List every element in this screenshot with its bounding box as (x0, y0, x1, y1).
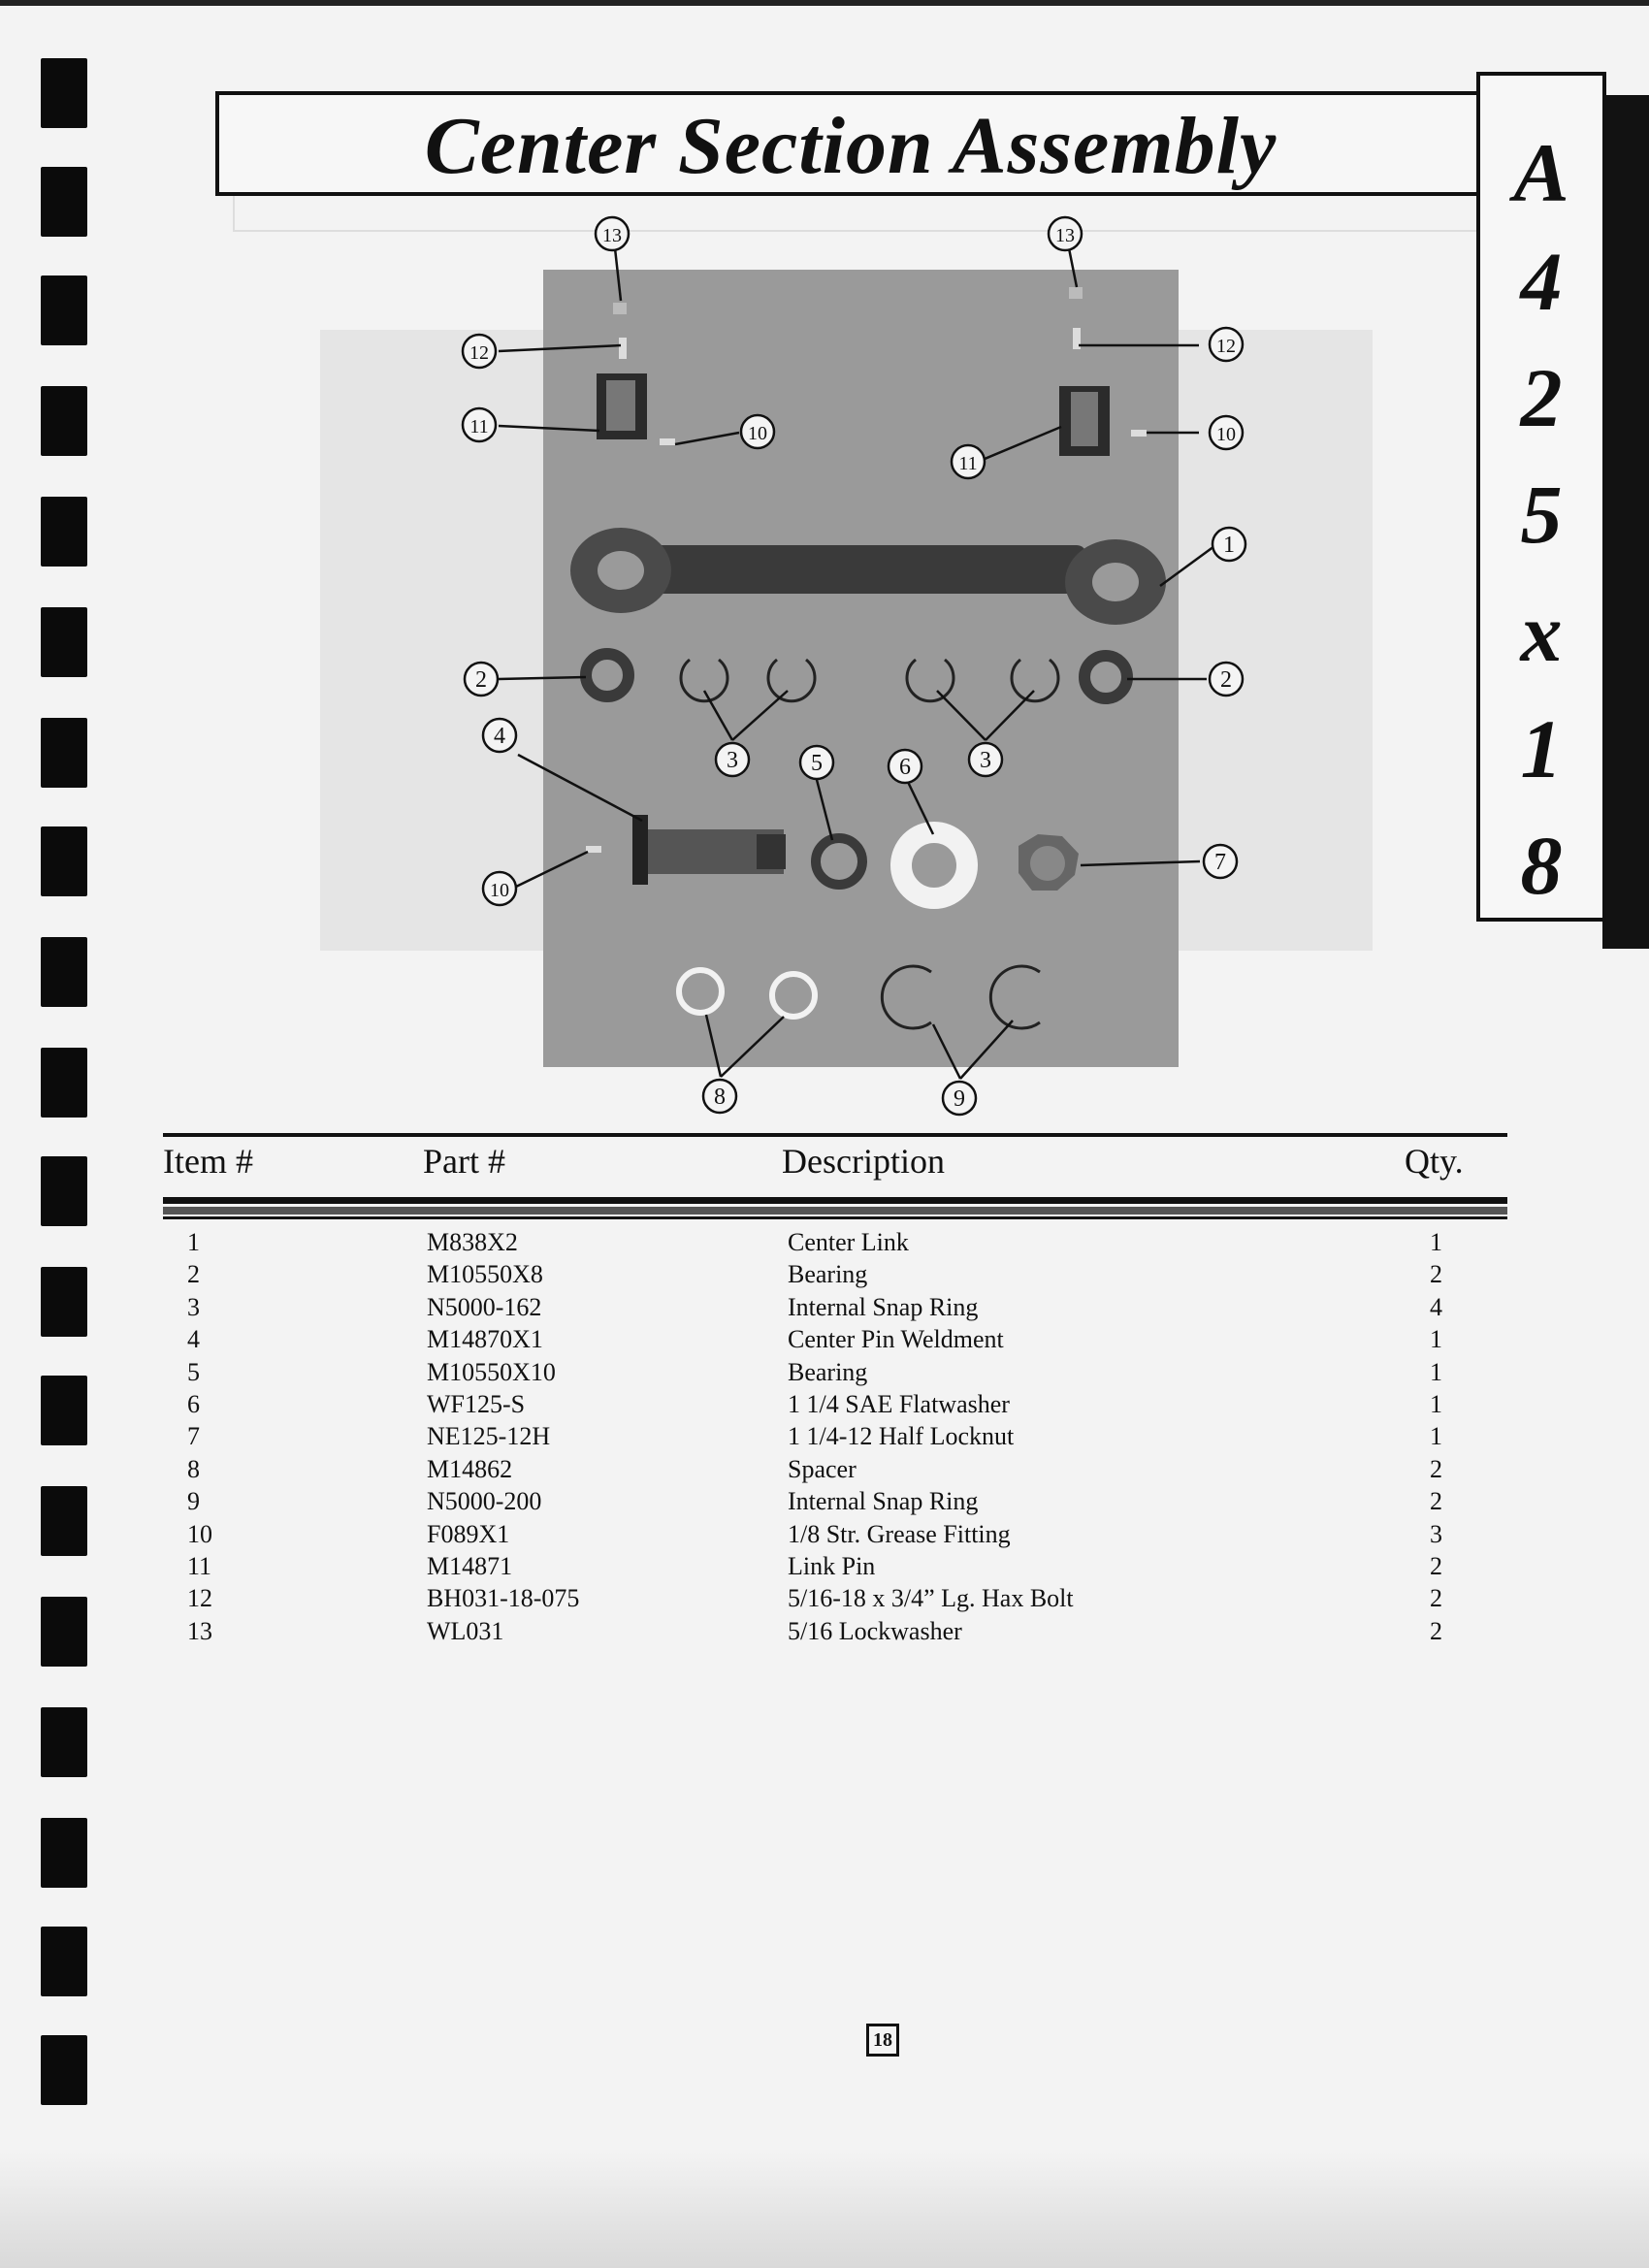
quantity: 2 (1430, 1487, 1442, 1516)
part-number: M14862 (427, 1454, 513, 1483)
item-number: 7 (187, 1422, 200, 1451)
callout-number: 8 (714, 1085, 726, 1110)
quantity: 4 (1430, 1292, 1442, 1321)
callout-13 (1049, 217, 1082, 250)
part-description: 5/16 Lockwasher (788, 1616, 962, 1645)
callout-13 (596, 217, 629, 250)
part-description: Link Pin (788, 1552, 876, 1580)
quantity: 1 (1430, 1422, 1442, 1451)
header-qty: Qty. (1405, 1142, 1464, 1181)
table-row (0, 1453, 1649, 1485)
callout-7 (1204, 845, 1237, 878)
header-item: Item # (163, 1142, 253, 1181)
quantity: 1 (1430, 1357, 1442, 1386)
callout-number: 2 (475, 667, 487, 693)
quantity: 1 (1430, 1390, 1442, 1418)
tab-character: 5 (1520, 468, 1563, 561)
binding-hole (41, 1818, 87, 1888)
spacer-8-left (679, 970, 722, 1013)
callout-2 (465, 663, 498, 696)
tab-character: 8 (1520, 819, 1563, 912)
callout-12 (1210, 328, 1243, 361)
callout-2 (1210, 663, 1243, 696)
quantity: 2 (1430, 1616, 1442, 1645)
item-number: 13 (187, 1616, 212, 1645)
callout-number: 13 (602, 225, 622, 246)
part-number: M838X2 (427, 1228, 518, 1256)
tab-character: A (1513, 126, 1569, 219)
item-number: 1 (187, 1228, 200, 1256)
center-link-hole-right (1092, 563, 1139, 601)
part-description: 5/16-18 x 3/4” Lg. Hax Bolt (788, 1584, 1074, 1613)
part-number: M10550X8 (427, 1260, 543, 1289)
quantity: 1 (1430, 1325, 1442, 1354)
part-number: WF125-S (427, 1390, 526, 1418)
item-number: 8 (187, 1454, 200, 1483)
item-number: 11 (187, 1552, 212, 1580)
part-description: 1 1/4-12 Half Locknut (788, 1422, 1015, 1451)
callout-3 (969, 743, 1002, 776)
bearing-right (1084, 656, 1127, 698)
table-row (0, 1420, 1649, 1452)
page-title: Center Section Assembly (424, 101, 1277, 191)
callout-number: 10 (1216, 424, 1236, 445)
callout-12 (463, 335, 496, 368)
callout-number: 6 (899, 755, 911, 780)
callout-number: 11 (958, 453, 978, 474)
grease-fitting-top-left (660, 438, 675, 445)
page-number: 18 (866, 2024, 899, 2057)
callout-number: 7 (1214, 850, 1226, 875)
callout-number: 9 (954, 1086, 965, 1112)
callout-number: 2 (1220, 667, 1232, 693)
flatwasher-6 (901, 832, 967, 898)
callout-10 (741, 415, 774, 448)
table-header-rule-gray (163, 1207, 1507, 1215)
lockwasher-right (1069, 287, 1083, 299)
part-description: Internal Snap Ring (788, 1292, 979, 1321)
snap-ring-9-right (990, 966, 1040, 1028)
parts-illustration (570, 287, 1166, 1028)
snap-ring-2 (768, 660, 815, 701)
binding-hole (41, 2035, 87, 2105)
part-description: Center Link (788, 1228, 909, 1256)
snap-ring-9-left (882, 966, 931, 1028)
table-row (0, 1291, 1649, 1323)
tab-character: 1 (1520, 702, 1563, 795)
snap-ring-3 (907, 660, 954, 701)
center-pin-flange (632, 815, 648, 885)
quantity: 2 (1430, 1260, 1442, 1289)
callout-number: 11 (469, 416, 489, 437)
callout-number: 12 (469, 342, 489, 364)
callout-11 (463, 408, 496, 441)
quantity: 2 (1430, 1552, 1442, 1580)
header-part: Part # (423, 1142, 505, 1181)
table-row (0, 1226, 1649, 1258)
callout-number: 5 (811, 751, 823, 776)
bearing-left (586, 654, 629, 697)
part-number: F089X1 (427, 1519, 510, 1548)
callout-number: 10 (490, 880, 509, 901)
leader-lines (499, 248, 1214, 1079)
table-row (0, 1550, 1649, 1582)
table-top-rule (163, 1133, 1507, 1137)
table-row (0, 1615, 1649, 1647)
part-description: Bearing (788, 1260, 868, 1289)
table-row (0, 1485, 1649, 1517)
item-number: 9 (187, 1487, 200, 1516)
table-header-rule-thin (163, 1216, 1507, 1219)
quantity: 3 (1430, 1519, 1442, 1548)
callout-number: 13 (1055, 225, 1075, 246)
callout-number: 10 (748, 423, 767, 444)
callout-10 (483, 872, 516, 905)
center-link-hole-left (598, 551, 644, 590)
part-description: Spacer (788, 1454, 857, 1483)
table-row (0, 1356, 1649, 1388)
part-description: Bearing (788, 1357, 868, 1386)
table-row (0, 1258, 1649, 1290)
snap-ring-4 (1012, 660, 1058, 701)
bolt-left (619, 338, 627, 359)
table-row (0, 1388, 1649, 1420)
grease-fitting-top-right (1131, 430, 1147, 437)
binding-hole (41, 1156, 87, 1226)
item-number: 10 (187, 1519, 212, 1548)
callout-number: 4 (494, 724, 505, 749)
center-pin-thread (757, 834, 786, 869)
item-number: 6 (187, 1390, 200, 1418)
callout-number: 3 (980, 748, 991, 773)
tab-character: 4 (1520, 235, 1563, 328)
link-pin-right-highlight (1071, 392, 1098, 446)
callout-5 (800, 746, 833, 779)
callout-11 (952, 445, 985, 478)
callout-8 (703, 1080, 736, 1113)
table-row (0, 1518, 1649, 1550)
quantity: 2 (1430, 1454, 1442, 1483)
table-row (0, 1582, 1649, 1614)
bearing-5 (816, 838, 862, 885)
snap-ring-1 (681, 660, 728, 701)
table-header-rule-thick (163, 1197, 1507, 1204)
callout-9 (943, 1082, 976, 1115)
header-description: Description (782, 1142, 945, 1181)
spacer-8-right (772, 974, 815, 1017)
table-row (0, 1323, 1649, 1355)
grease-fitting-bottom (586, 846, 601, 853)
callout-3 (716, 743, 749, 776)
part-number: M14871 (427, 1552, 513, 1580)
link-pin-left-highlight (606, 380, 635, 431)
tab-character: 2 (1520, 351, 1563, 444)
part-number: M14870X1 (427, 1325, 543, 1354)
callout-4 (483, 719, 516, 752)
part-number: M10550X10 (427, 1357, 556, 1386)
part-number: NE125-12H (427, 1422, 551, 1451)
center-link-bar (621, 545, 1086, 594)
locknut-7-hole (1030, 846, 1065, 881)
page-shadow (0, 2152, 1649, 2268)
binding-hole (41, 1927, 87, 1996)
item-number: 12 (187, 1584, 212, 1613)
part-number: N5000-162 (427, 1292, 542, 1321)
callout-10 (1210, 416, 1243, 449)
part-number: WL031 (427, 1616, 504, 1645)
item-number: 4 (187, 1325, 200, 1354)
quantity: 1 (1430, 1228, 1442, 1256)
item-number: 2 (187, 1260, 200, 1289)
callout-number: 3 (727, 748, 738, 773)
part-number: BH031-18-075 (427, 1584, 580, 1613)
lockwasher-left (613, 303, 627, 314)
part-description: 1/8 Str. Grease Fitting (788, 1519, 1011, 1548)
tab-character: x (1520, 586, 1563, 679)
callout-1 (1212, 528, 1245, 561)
part-description: Internal Snap Ring (788, 1487, 979, 1516)
callout-number: 1 (1223, 533, 1235, 558)
item-number: 5 (187, 1357, 200, 1386)
part-description: 1 1/4 SAE Flatwasher (788, 1390, 1010, 1418)
item-number: 3 (187, 1292, 200, 1321)
part-description: Center Pin Weldment (788, 1325, 1004, 1354)
quantity: 2 (1430, 1584, 1442, 1613)
callout-6 (889, 750, 922, 783)
part-number: N5000-200 (427, 1487, 542, 1516)
binding-hole (41, 1707, 87, 1777)
callout-number: 12 (1216, 336, 1236, 357)
